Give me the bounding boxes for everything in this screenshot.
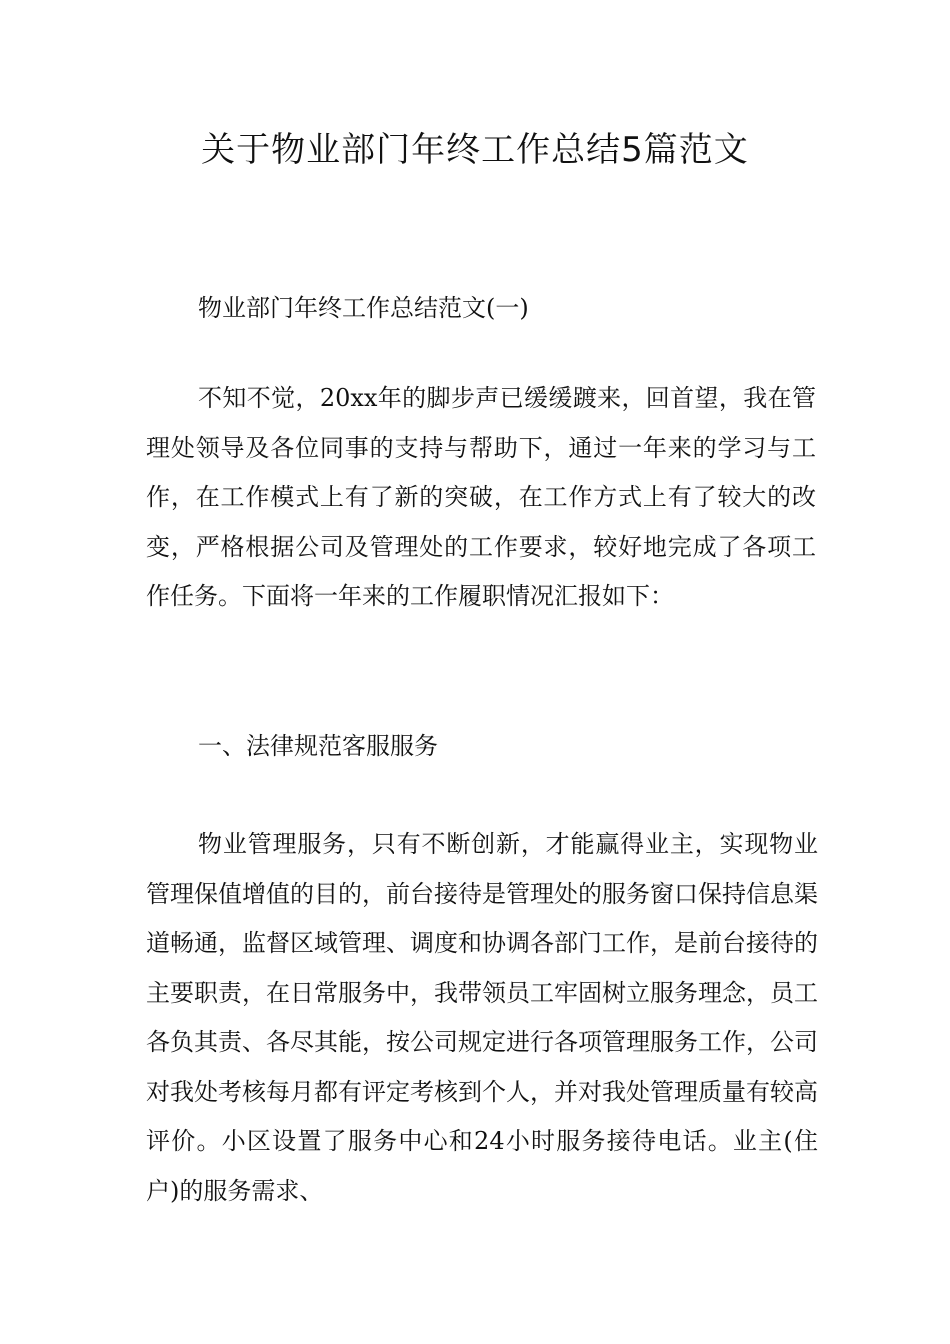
paragraph-service: 物业管理服务，只有不断创新，才能赢得业主，实现物业管理保值增值的目的，前台接待是管理处的服务窗口保持信息渠道畅通，监督区域管理、调度和协调各部门工作，是前台接待的主要职责，在日常服务中，我带领员工牢固树立服务理念，员工各负其责、各尽其能，按公司规定进行各项管理服务工作，公司对我处考核每月都有评定考核到个人，并对我处管理质量有较高评价。小区设置了服务中心和24小时服务接待电话。业主(住户)的服务需求、 [146, 830, 818, 1205]
paragraph-intro: 不知不觉，20xx年的脚步声已缓缓踱来，回首望，我在管理处领导及各位同事的支持与帮助下，通过一年来的学习与工作，在工作模式上有了新的突破，在工作方式上有了较大的改变，严格根据公司及管理处的工作要求，较好地完成了各项工作任务。下面将一年来的工作履职情况汇报如下： [146, 384, 816, 610]
section-heading: 物业部门年终工作总结范文(一) [198, 294, 529, 322]
document-title: 关于物业部门年终工作总结5篇范文 [201, 130, 749, 170]
subheading-legal-service: 一、法律规范客服服务 [198, 732, 438, 760]
